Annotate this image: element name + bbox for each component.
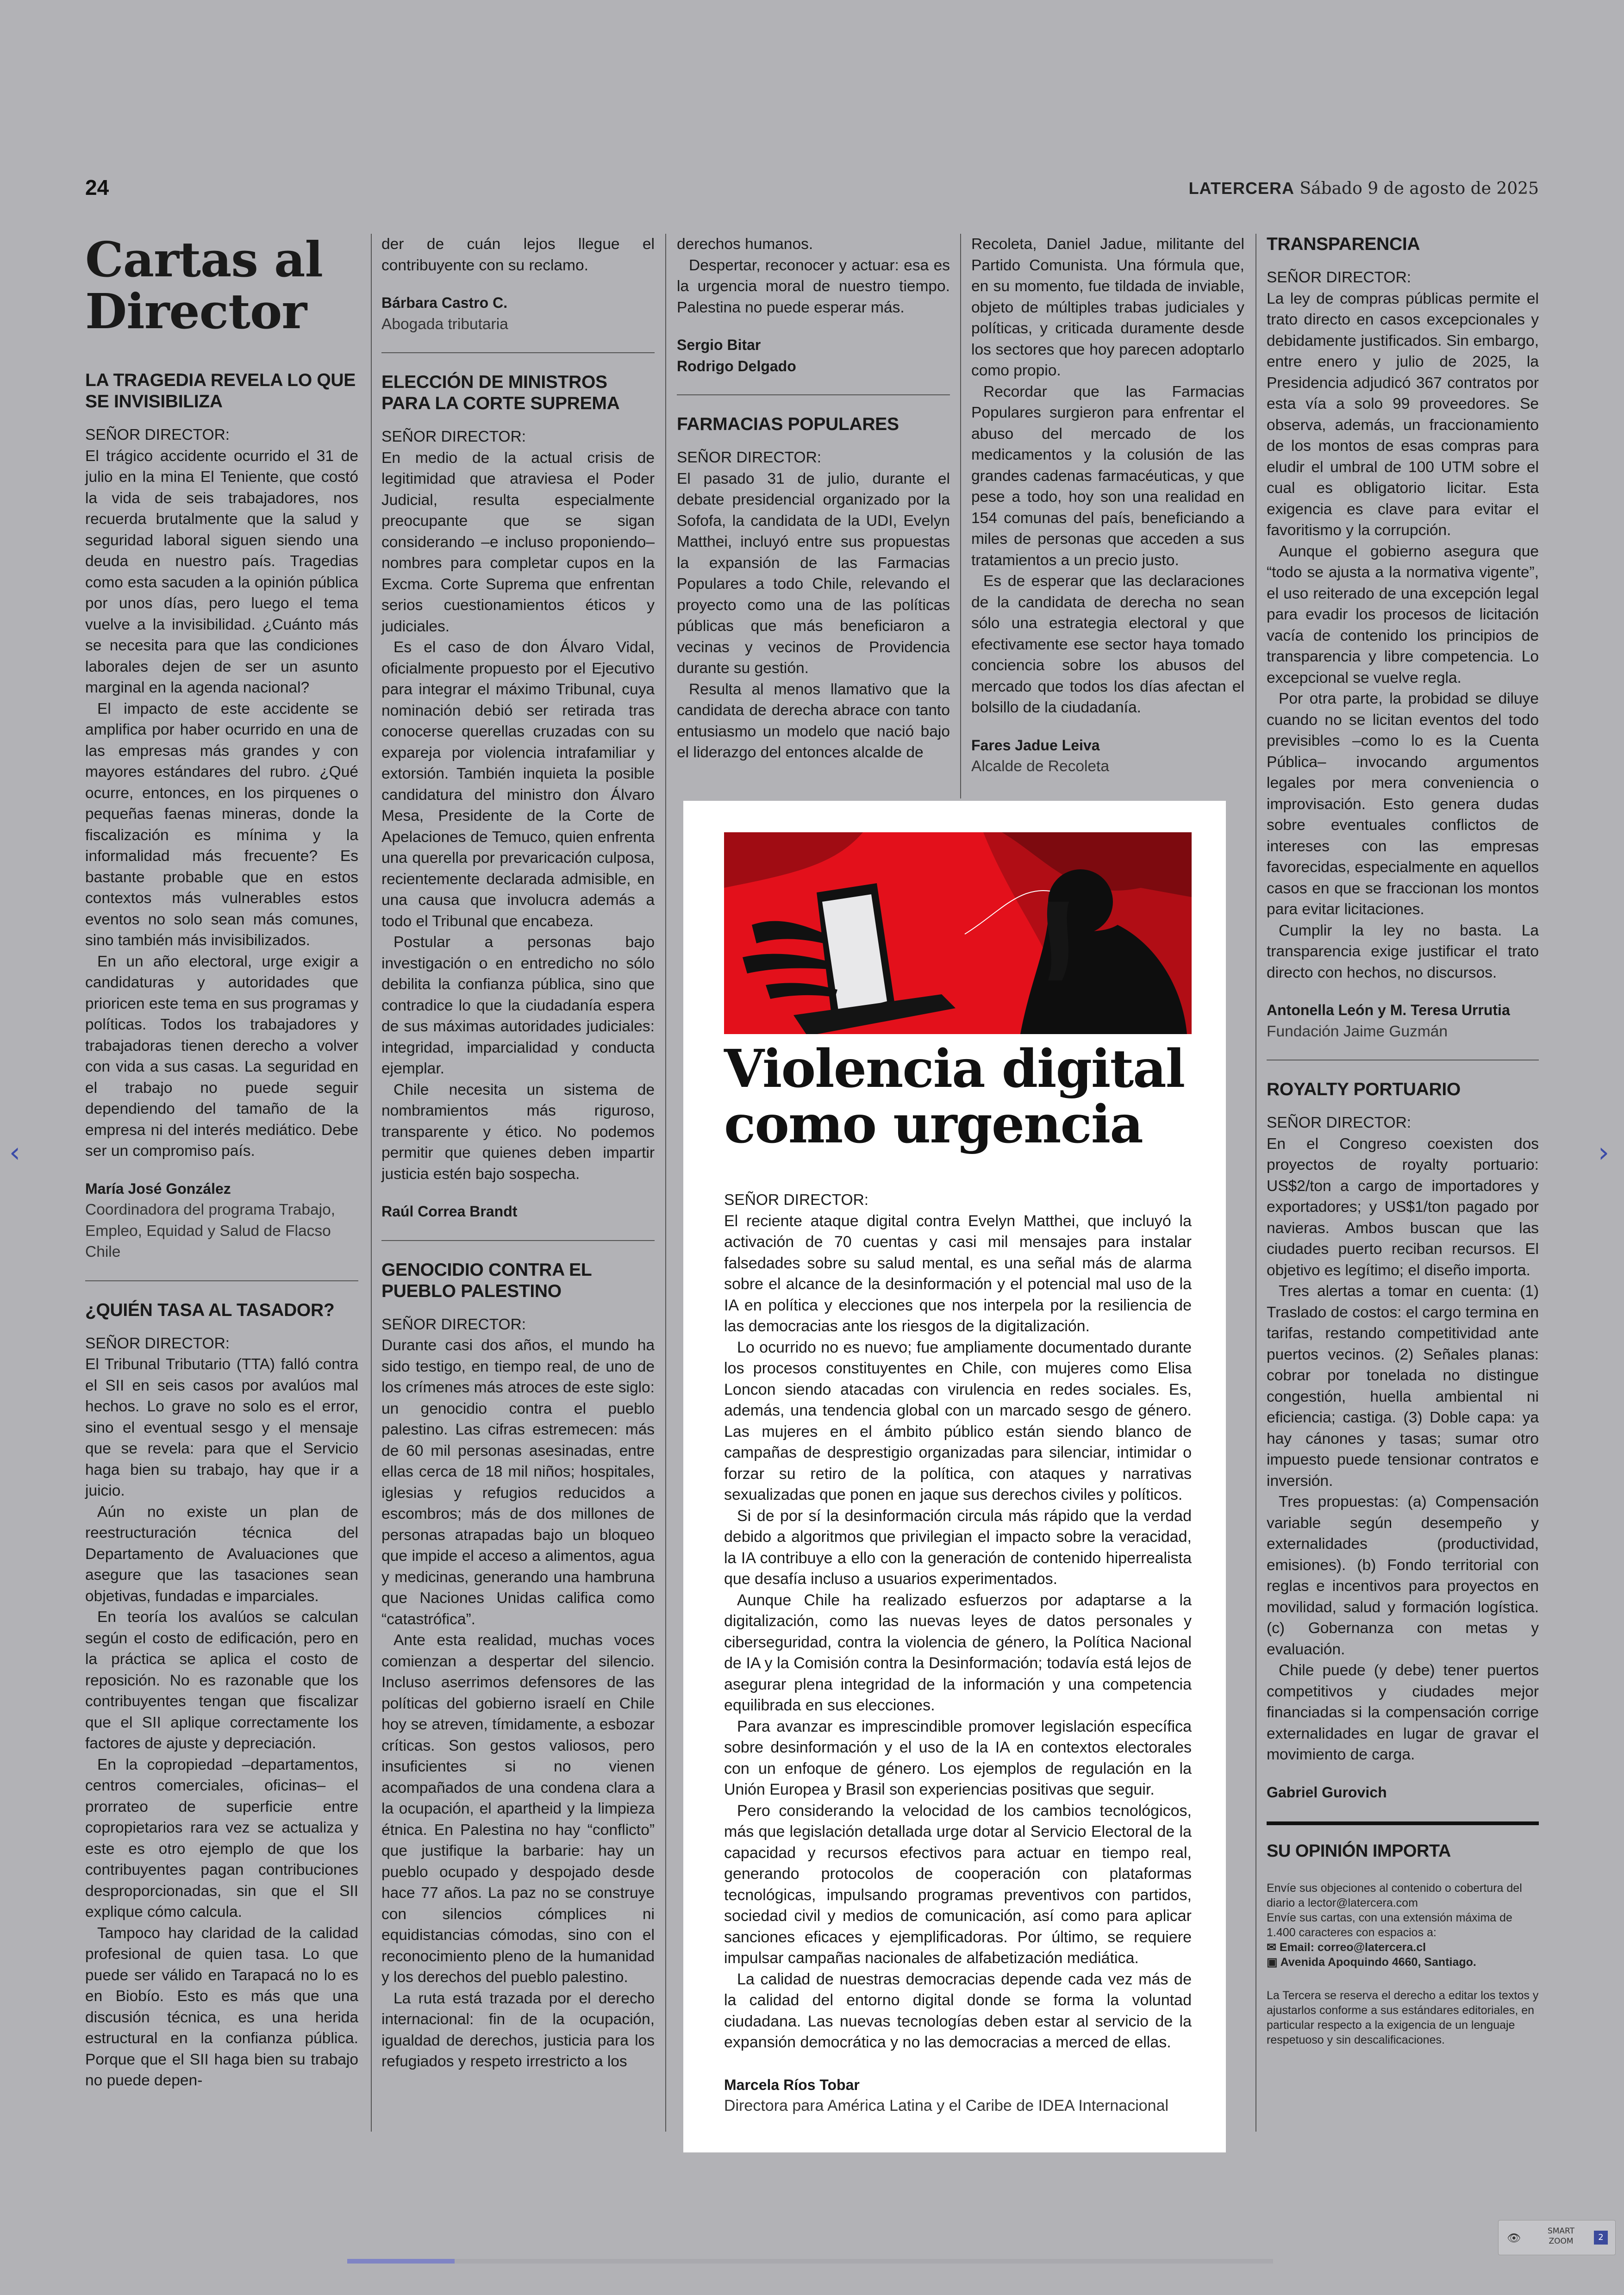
salutation: SEÑOR DIRECTOR: — [1267, 1114, 1412, 1131]
salutation: SEÑOR DIRECTOR: — [724, 1191, 869, 1209]
feature-body — [724, 1190, 1192, 2117]
paragraph: En medio de la actual crisis de legitimidad que atraviesa el Poder Judicial, resulta especialmente preocupante que se sigan considerando –e incluso proponiendo– nombres para completar cupos en la Excma. Corte Suprema que enfrentan serios cuestionamientos éticos y judiciales. — [381, 449, 655, 635]
paragraph: der de cuán lejos llegue el contribuyente con su reclamo. — [381, 236, 655, 274]
salutation: SEÑOR DIRECTOR: — [381, 428, 526, 445]
paragraph: En un año electoral, urge exigir a candidaturas y autoridades que prioricen este tema en sus programas y políticas. Todos los trabajadores y trabajadoras tienen derecho a volver con vida a sus casas. La seguridad en el trabajo no puede seguir dependiendo del tamaño de la empresa ni del interés mediático. Debe ser un compromiso país. — [85, 953, 358, 1160]
signature: Antonella León y M. Teresa Urrutia — [1267, 1002, 1510, 1018]
divider — [381, 352, 655, 353]
column-rule — [1255, 234, 1256, 2132]
signature: Bárbara Castro C. — [381, 294, 508, 311]
running-head — [1189, 179, 1539, 198]
signature: Marcela Ríos Tobar — [724, 2076, 860, 2093]
letter-headline: ROYALTY PORTUARIO — [1267, 1079, 1461, 1099]
email-text: Email: correo@latercera.cl — [1279, 1940, 1426, 1954]
page-progress-fill — [347, 2259, 455, 2264]
signature: Rodrigo Delgado — [677, 357, 796, 374]
salutation: SEÑOR DIRECTOR: — [85, 426, 230, 443]
email-line — [1267, 1940, 1539, 1955]
divider — [85, 1280, 358, 1281]
salutation: SEÑOR DIRECTOR: — [381, 1316, 526, 1333]
brand: LATERCERA — [1188, 179, 1294, 198]
address-text: Avenida Apoquindo 4660, Santiago. — [1280, 1955, 1476, 1969]
column-4 — [971, 234, 1244, 777]
opinion-box — [1267, 1881, 1539, 2047]
paragraph: Tres alertas a tomar en cuenta: (1) Traslado de costos: el cargo termina en tarifas, restando competitividad ante puertos vecinos. (2) Señales planas: cobrar por tonelada no distingue congestión, huella ambiental ni eficiencia; castiga. (3) Doble capa: ya hay cánones y tasas; sumar otro impuesto puede tensionar contratos e inversión. — [1267, 1283, 1539, 1490]
paragraph: El trágico accidente ocurrido el 31 de julio en la mina El Teniente, que costó la vida de seis trabajadores, nos recuerda brutalmente que la salud y seguridad laboral siguen siendo una deuda en nuestro país. Tragedias como esta sacuden a la opinión pública por unos días, pero luego el tema vuelve a la invisibilidad. ¿Cuánto más se necesita para que las condiciones laborales dejen de ser un asunto marginal en la agenda nacional? — [85, 447, 358, 696]
paragraph: Ante esta realidad, muchas voces comienzan a despertar del silencio. Incluso aserrimos defensores de las políticas del gobierno israelí en Chile hoy se atreven, tímidamente, a esbozar críticas. Son gestos valiosos, pero insuficientes si no vienen acompañados de una condena clara a la ocupación, el apartheid y la limpieza étnica. En Palestina no hay “conflicto” que justifique la barbarie: hay un pueblo ocupado y despojado desde hace 77 años. La paz no se construye con silencios cómplices ni equidistancias cómodas, sino con el reconocimiento pleno de la humanidad y los derechos del pueblo palestino. — [381, 1632, 655, 1986]
author-role: Directora para América Latina y el Caribe de IDEA Internacional — [724, 2097, 1169, 2114]
column-3 — [677, 234, 950, 763]
paragraph: Por otra parte, la probidad se diluye cuando no se licitan eventos del todo previsibles –como lo es la Cuenta Pública– invocando argumentos legales por mera conveniencia o improvisación. Esto genera dudas sobre eventuales conflictos de intereses con las empresas favorecidas, especialmente en aquellos casos en que se fraccionan los montos para evitar licitaciones. — [1267, 690, 1539, 918]
divider — [677, 394, 950, 395]
signature: Fares Jadue Leiva — [971, 736, 1100, 754]
opinion-box-title: SU OPINIÓN IMPORTA — [1267, 1841, 1451, 1861]
paragraph: Es el caso de don Álvaro Vidal, oficialmente propuesto por el Ejecutivo para integrar el máximo Tribunal, cuya nominación debió ser retirada tras conocerse querellas cruzadas con su expareja por violencia intrafamiliar y extorsión. También inquieta la posible candidatura del ministro don Álvaro Mesa, Presidente de la Corte de Apelaciones de Temuco, quien enfrenta una querella por prevaricación culposa, recientemente declarada admisible, en una causa que involucra además a todo el Tribunal que encabeza. — [381, 639, 655, 930]
zoom-badge: 2 — [1594, 2231, 1608, 2245]
salutation: SEÑOR DIRECTOR: — [677, 449, 822, 466]
section-masthead — [85, 231, 358, 340]
paragraph: Chile necesita un sistema de nombramientos más riguroso, transparente y ético. No podemos permitir que quienes deben impartir justicia estén bajo sospecha. — [381, 1081, 655, 1183]
smart-zoom-label: SMART ZOOM — [1547, 2226, 1575, 2246]
chevron-left-icon[interactable]: ‹ — [9, 1136, 20, 1169]
paragraph: Aunque Chile ha realizado esfuerzos por adaptarse a la digitalización, como las nuevas leyes de datos personales y ciberseguridad, contra la violencia de género, la Política Nacional de IA y la Comisión contra la Desinformación; todavía está lejos de asegurar plena integridad de la información y una competencia equilibrada en sus elecciones. — [724, 1591, 1192, 1714]
letter-headline: ¿QUIÉN TASA AL TASADOR? — [85, 1300, 335, 1320]
featured-letter — [683, 801, 1226, 2152]
page-progress-bar[interactable] — [347, 2259, 1273, 2264]
paragraph: Resulta al menos llamativo que la candidata de derecha abrace con tanto entusiasmo un modelo que nació bajo el liderazgo del entonces alcalde de — [677, 680, 950, 761]
box-line: Envíe sus cartas, con una extensión máxima de 1.400 caracteres con espacios a: — [1267, 1911, 1512, 1939]
column-5 — [1267, 234, 1539, 2047]
feature-title-line-1: Violencia digital — [724, 1039, 1185, 1099]
paragraph: Cumplir la ley no basta. La transparencia exige justificar el trato directo con hechos, no discursos. — [1267, 922, 1539, 981]
letter-headline: FARMACIAS POPULARES — [677, 414, 899, 434]
paragraph: derechos humanos. — [677, 236, 813, 253]
date: Sábado 9 de agosto de 2025 — [1299, 179, 1539, 198]
disclaimer: La Tercera se reserva el derecho a editar los textos y ajustarlos conforme a sus estándares editoriales, en particular respecto a la exigencia de un lenguaje respetuoso y sin descalificaciones. — [1267, 1989, 1539, 2046]
eye-icon: 👁 — [1507, 2232, 1521, 2245]
paragraph: En la copropiedad –departamentos, centros comerciales, oficinas– el prorrateo de superficie entre copropietarios rara vez se actualiza y este es otro ejemplo de que los contribuyentes pagan contribuciones desproporcionadas, sin que el SII explique cómo calcula. — [85, 1756, 358, 1921]
column-rule — [960, 234, 961, 798]
paragraph: En el Congreso coexisten dos proyectos de royalty portuario: US$2/ton a cargo de importadores y exportadores; y US$1/ton pagado por navieras. Ambos buscan que las ciudades puerto reciban recursos. El objetivo es legítimo; el diseño importa. — [1267, 1135, 1539, 1279]
paragraph: Lo ocurrido no es nuevo; fue ampliamente documentado durante los procesos constituyentes en Chile, con mujeres como Elisa Loncon siendo atacadas con virulencia en redes sociales. Es, además, una tendencia global con un marcado sesgo de género. Las mujeres en el ámbito público están siendo blanco de campañas de desprestigio organizadas para silenciar, intimidar o forzar su retiro de la política, con ataques y narrativas sexualizadas que ponen en jaque sus derechos civiles y políticos. — [724, 1338, 1192, 1503]
feature-title — [724, 1041, 1192, 1153]
letter-headline: GENOCIDIO CONTRA EL PUEBLO PALESTINO — [381, 1260, 592, 1301]
paragraph: Postular a personas bajo investigación o en entredicho no sólo debilita la confianza pública, sino que contradice lo que la ciudadanía espera de sus máximas autoridades judiciales: integridad, imparcialidad y conducta ejemplar. — [381, 934, 655, 1077]
thick-divider — [1267, 1821, 1539, 1825]
paragraph: Despertar, reconocer y actuar: esa es la urgencia moral de nuestro tiempo. Palestina no puede esperar más. — [677, 256, 950, 316]
masthead-line-2: Director — [85, 283, 307, 340]
paragraph: La ruta está trazada por el derecho internacional: fin de la ocupación, igualdad de derechos, justicia para los refugiados y respeto irrestricto a los — [381, 1989, 655, 2070]
paragraph: La calidad de nuestras democracias depende cada vez más de la calidad del entorno digital donde se forma la voluntad ciudadana. Las nuevas tecnologías deben estar al servicio de la expansión democrática y no las democracias a merced de ellas. — [724, 1970, 1192, 2051]
paragraph: El pasado 31 de julio, durante el debate presidencial organizado por la Sofofa, la candidata de la UDI, Evelyn Matthei, incluyó entre sus propuestas la expansión de las Farmacias Populares a todo Chile, relevando el proyecto como una de las políticas públicas que más beneficiaron a vecinas y vecinos de Providencia durante su gestión. — [677, 470, 950, 677]
paragraph: Aunque el gobierno asegura que “todo se ajusta a la normativa vigente”, el uso reiterado de una excepción legal para evadir los procesos de licitación vacía de contenido los principios de transparencia y libre competencia. Lo excepcional se vuelve regla. — [1267, 543, 1539, 686]
column-2 — [381, 234, 655, 2072]
divider — [381, 1240, 655, 1241]
salutation: SEÑOR DIRECTOR: — [85, 1335, 230, 1352]
author-role: Fundación Jaime Guzmán — [1267, 1023, 1448, 1040]
masthead-line-1: Cartas al — [85, 231, 323, 288]
paragraph: Tres propuestas: (a) Compensación variable según desempeño y externalidades (productividad, emisiones). (b) Fondo territorial con reglas e incentivos para proyectos en movilidad, salud y formación logística. (c) Gobernanza con metas y evaluación. — [1267, 1493, 1539, 1658]
signature: Sergio Bitar — [677, 337, 761, 353]
paragraph: Tampoco hay claridad de la calidad profesional de quien tasa. Lo que puede ser válido en Tarapacá no lo es en Biobío. Esto es más que una discusión técnica, es una herida estructural en la confianza pública. Porque que el SII haga bien su trabajo no puede depen- — [85, 1924, 358, 2089]
paragraph: Es de esperar que las declaraciones de la candidata de derecha no sean sólo una estrategia electoral y que efectivamente ese sector haya tomado conciencia sobre los abusos del mercado que todos los días afectan el bolsillo de la ciudadanía. — [971, 573, 1244, 716]
envelope-icon: ▣ — [1267, 1955, 1280, 1969]
paragraph: En teoría los avalúos se calculan según el costo de edificación, pero en la práctica se aplica el costo de reposición. No es razonable que los contribuyentes tengan que fiscalizar que el SII aplique correctamente los factores de ajuste y depreciación. — [85, 1609, 358, 1752]
column-1 — [85, 231, 358, 2091]
signature: María José González — [85, 1180, 231, 1197]
author-role: Alcalde de Recoleta — [971, 758, 1109, 775]
paragraph: Pero considerando la velocidad de los cambios tecnológicos, más que legislación detallada urge dotar al Servicio Electoral de la capacidad y recursos efectivos para actuar en tiempo real, generando protocolos de cooperación con plataformas tecnológicas, impulsando programas preventivos con partidos, sociedad civil y medios de comunicación, así como para aplicar sanciones eficaces y ejemplificadoras. Por último, se requiere impulsar campañas nacionales de alfabetización mediática. — [724, 1802, 1192, 1967]
letter-headline: TRANSPARENCIA — [1267, 234, 1420, 254]
paragraph: La ley de compras públicas permite el trato directo en casos excepcionales y debidamente justificados. Sin embargo, entre enero y julio de 2025, la Presidencia adjudicó 367 contratos por esta vía a solo 99 proveedores. Se observa, además, un fraccionamiento de los montos de esas compras para eludir el umbral de 100 UTM sobre el cual es obligatorio licitar. Esta exigencia es clave para evitar el favoritismo y la corrupción. — [1267, 290, 1539, 539]
cyberbullying-illustration — [724, 832, 1192, 1034]
page-number: 24 — [85, 175, 109, 200]
column-rule — [371, 234, 372, 2132]
mail-icon: ✉ — [1267, 1940, 1280, 1954]
signature: Raúl Correa Brandt — [381, 1203, 518, 1220]
paragraph: Durante casi dos años, el mundo ha sido testigo, en tiempo real, de uno de los crímenes más atroces de este siglo: un genocidio contra el pueblo palestino. Las cifras estremecen: más de 60 mil personas asesinadas, entre ellas cerca de 18 mil niños; hospitales, iglesias y refugios reducidos a escombros; más de dos millones de personas atrapadas bajo un bloqueo que impide el acceso a alimentos, agua y medicinas, generando una hambruna que Naciones Unidas califica como “catastrófica”. — [381, 1337, 655, 1628]
letter-headline: LA TRAGEDIA REVELA LO QUE SE INVISIBILIZA — [85, 370, 356, 412]
paragraph: El reciente ataque digital contra Evelyn Matthei, que incluyó la activación de 70 cuentas y casi mil mensajes para instalar falsedades sobre su salud mental, es una señal más de alarma sobre el alcance de la desinformación y el potencial mal uso de la IA en política y elecciones que nos interpela por la resiliencia de las democracias ante los riesgos de la digitalización. — [724, 1212, 1192, 1335]
smart-zoom-button[interactable] — [1498, 2220, 1616, 2255]
chevron-right-icon[interactable]: › — [1598, 1136, 1609, 1169]
letter-headline: ELECCIÓN DE MINISTROS PARA LA CORTE SUPREMA — [381, 372, 620, 413]
paragraph: Recordar que las Farmacias Populares surgieron para enfrentar el abuso del mercado de los medicamentos y la colusión de las grandes cadenas farmacéuticas, y que pese a todo, hoy son una realidad en 154 comunas del país, beneficiando a miles de personas que acceden a sus tratamientos a un precio justo. — [971, 383, 1244, 569]
illustration-image — [724, 832, 1192, 1034]
author-role: Abogada tributaria — [381, 315, 508, 333]
column-rule — [665, 234, 666, 2132]
paragraph: Si de por sí la desinformación circula más rápido que la verdad debido a algoritmos que privilegian el impacto sobre la veracidad, la IA contribuye a ello con la generación de contenido hiperrealista que desafía incluso a usuarios experimentados. — [724, 1507, 1192, 1588]
paragraph: El impacto de este accidente se amplifica por haber ocurrido en una de las empresas más grandes y con mayores estándares del rubro. ¿Qué ocurre, entonces, en los pirquenes o pequeñas faenas mineras, donde la fiscalización es mínima y la informalidad más frecuente? Es bastante probable que en estos contextos más vulnerables estos eventos no solo sean más comunes, sino también más invisibilizados. — [85, 700, 358, 949]
box-line: Envíe sus objeciones al contenido o cobertura del diario a lector@latercera.com — [1267, 1881, 1522, 1909]
salutation: SEÑOR DIRECTOR: — [1267, 269, 1412, 286]
feature-title-line-2: como urgencia — [724, 1094, 1143, 1155]
paragraph: Para avanzar es imprescindible promover legislación específica sobre desinformación y el uso de la IA en contextos electorales con un enfoque de género. Los ejemplos de regulación en la Unión Europea y Brasil son experiencias positivas que seguir. — [724, 1717, 1192, 1798]
signature: Gabriel Gurovich — [1267, 1784, 1387, 1801]
paragraph: Aún no existe un plan de reestructuración técnica del Departamento de Avaluaciones que asegure que las tasaciones sean objetivas, fundadas e imparciales. — [85, 1503, 358, 1605]
paragraph: Chile puede (y debe) tener puertos competitivos y ciudades mejor financiadas si la compensación corrige externalidades en lugar de gravar el movimiento de carga. — [1267, 1662, 1539, 1763]
author-role: Coordinadora del programa Trabajo, Empleo, Equidad y Salud de Flacso Chile — [85, 1201, 336, 1260]
address-line — [1267, 1955, 1539, 1970]
paragraph: El Tribunal Tributario (TTA) falló contra el SII en seis casos por avalúos mal hechos. Lo grave no solo es el error, sino el eventual sesgo y el mensaje que se revela: para que el Servicio haga bien su trabajo, hay que ir a juicio. — [85, 1356, 358, 1499]
paragraph: Recoleta, Daniel Jadue, militante del Partido Comunista. Una fórmula que, en su momento, fue tildada de inviable, objeto de múltiples trabas judiciales y políticas, y criticada duramente desde los sectores que hoy parecen adoptarlo como propio. — [971, 236, 1244, 379]
